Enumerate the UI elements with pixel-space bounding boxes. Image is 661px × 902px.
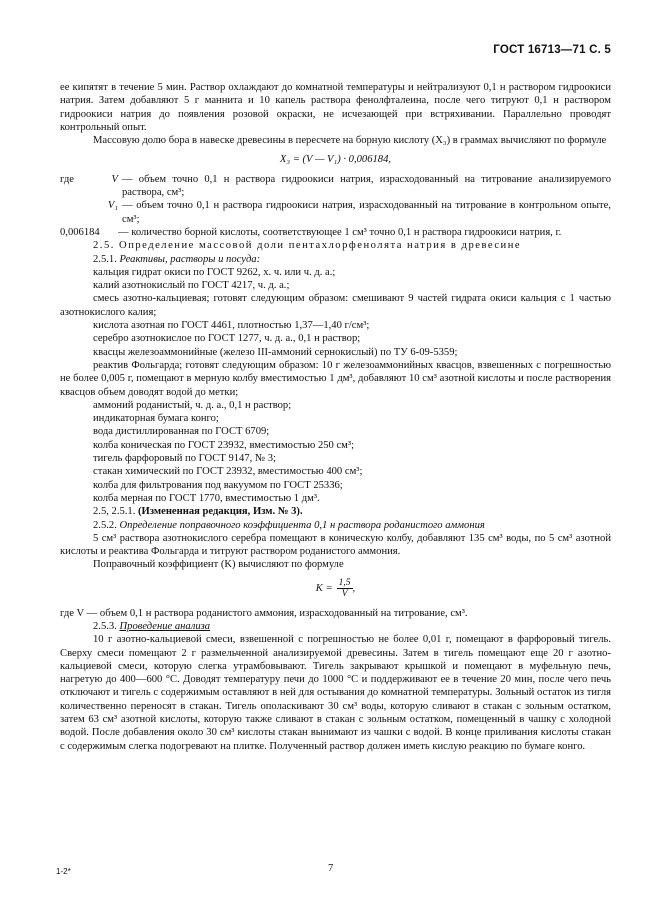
list-item: калий азотнокислый по ГОСТ 4217, ч. д. а.; [93,280,290,292]
paragraph-boron-intro: Массовую долю бора в навеске древесины в пересчете на борную кислоту (X₃) в граммах вычисляют по формуле [93,135,607,147]
subsection-2-5-2: 2.5.2. Определение поправочного коэффициента 0,1 н раствора роданистого аммония [93,519,485,531]
section-heading-2-5: 2.5. Определение массовой доли пентахлорфенолята натрия в древесине [93,240,522,252]
list-item: вода дистиллированная по ГОСТ 6709; [93,426,270,438]
edit-note: 2.5, 2.5.1. (Измененная редакция, Изм. № 3). [93,506,303,518]
paragraph-titration: 5 см³ раствора азотнокислого серебра помещают в коническую колбу, добавляют 135 см³ воды, по 5 см³ азотной кислоты и реактива Фольгарда и титруют раствором роданистого аммония. [60,532,611,558]
footer-mark: 1-2* [56,867,71,876]
formula-k: K = $\frac{1,5}{V}$ , [315,577,356,599]
list-item: индикаторная бумага конго; [93,413,219,425]
list-item: колба мерная по ГОСТ 1770, вместимостью 1 дм³. [93,492,320,504]
document-body [60,81,611,753]
paragraph-boiling: ее кипятят в течение 5 мин. Раствор охлаждают до комнатной температуры и нейтрализуют 0,1 н раствором гидроокиси натрия. Затем добавляют 5 г маннита и 10 капель раствора фенолфталеина, после чего титруют 0,1 н раствором гидроокиси натрия до появления розовой окраски, не исчезающей при встряхивании. Параллельно проводят контрольный опыт. [60,82,611,133]
list-item: кальция гидрат окиси по ГОСТ 9262, х. ч. или ч. д. а.; [93,266,336,278]
where-v-definition: где V — объем 0,1 н раствора роданистого аммония, израсходованный на титрование, см³. [60,607,468,619]
page-number: 7 [328,863,334,874]
list-item: тигель фарфоровый по ГОСТ 9147, № 3; [93,453,276,465]
formula-x3: X₃ = (V — V₁) · 0,006184, [279,154,392,166]
list-item: кислота азотная по ГОСТ 4461, плотностью 1,37—1,40 г/см³; [93,320,370,332]
page-header: ГОСТ 16713—71 С. 5 [493,44,611,56]
list-item: колба коническая по ГОСТ 23932, вместимостью 250 см³; [93,439,355,451]
list-item: серебро азотнокислое по ГОСТ 1277, ч. д. а., 0,1 н раствор; [93,333,361,345]
where-item: где V — объем точно 0,1 н раствора гидроокиси натрия, израсходованный на титрование анализируемого раствора, см³; [60,173,611,199]
list-item: стакан химический по ГОСТ 23932, вместимостью 400 см³; [93,466,363,478]
folgard-reagent: реактив Фольгарда; готовят следующим образом: 10 г железоаммонийных квасцов, взвешенных с погрешностью не более 0,005 г, помещают в мерную колбу вместимостью 1 дм³, добавляют 10 см³ азотной кислоты и после растворения квасцов объем доводят водой до метки; [60,359,611,398]
coefficient-definition: 0,006184 — количество борной кислоты, соответствующее 1 см³ точно 0,1 н раствора гидроокиси натрия, г. [60,226,562,238]
paragraph-k-intro: Поправочный коэффициент (K) вычисляют по формуле [93,559,344,571]
subsection-2-5-1: 2.5.1. Реактивы, растворы и посуда: [93,253,261,265]
list-item: квасцы железоаммонийные (железо III-аммоний сернокислый) по ТУ 6-09-5359; [93,346,458,358]
where-item: V₁ — объем точно 0,1 н раствора гидроокиси натрия, израсходованный на титрование в контрольном опыте, см³; [107,200,611,225]
list-item: колба для фильтрования под вакуумом по ГОСТ 25336; [93,479,343,491]
mixture-description: смесь азотно-кальциевая; готовят следующим образом: смешивают 9 частей гидрата окиси кальция с 1 частью азотнокислого калия; [60,293,611,318]
paragraph-analysis: 10 г азотно-кальциевой смеси, взвешенной с погрешностью не более 0,01 г, помещают в фарфоровый тигель. Сверху смеси помещают 2 г размельченной анализируемой древесины. Затем в тигель помещают еще 20 г азотно-кальциевой смеси, которую слегка утрамбовывают. Тигель закрывают крышкой и помещают в муфельную печь, нагретую до 400—600 °С. Доводят температуру печи до 1000 °С и поддерживают ее в течение 20 мин, после чего печь отключают и тигель с содержимым оставляют в ней для остывания до комнатной температуры. Зольный остаток из тигля количественно переносят в стакан. Тигель ополаскивают 30 см³ воды, которую сливают в стакан с зольным остатком, затем 63 см³ азотной кислоты, которую также сливают в стакан с зольным остатком, помещенный в чашку с холодной водой. После добавления около 30 см³ кислоты стакан вынимают из чашки с водой. В конце приливания кислоты стакан с содержимым слегка подогревают на плитке. Полученный раствор должен иметь кислую реакцию по бумаге конго. [60,634,611,752]
list-item: аммоний роданистый, ч. д. а., 0,1 н раствор; [93,399,292,411]
subsection-2-5-3: 2.5.3. Проведение анализа [93,620,211,632]
fraction: $\frac{1,5}{V}$ [338,577,351,599]
